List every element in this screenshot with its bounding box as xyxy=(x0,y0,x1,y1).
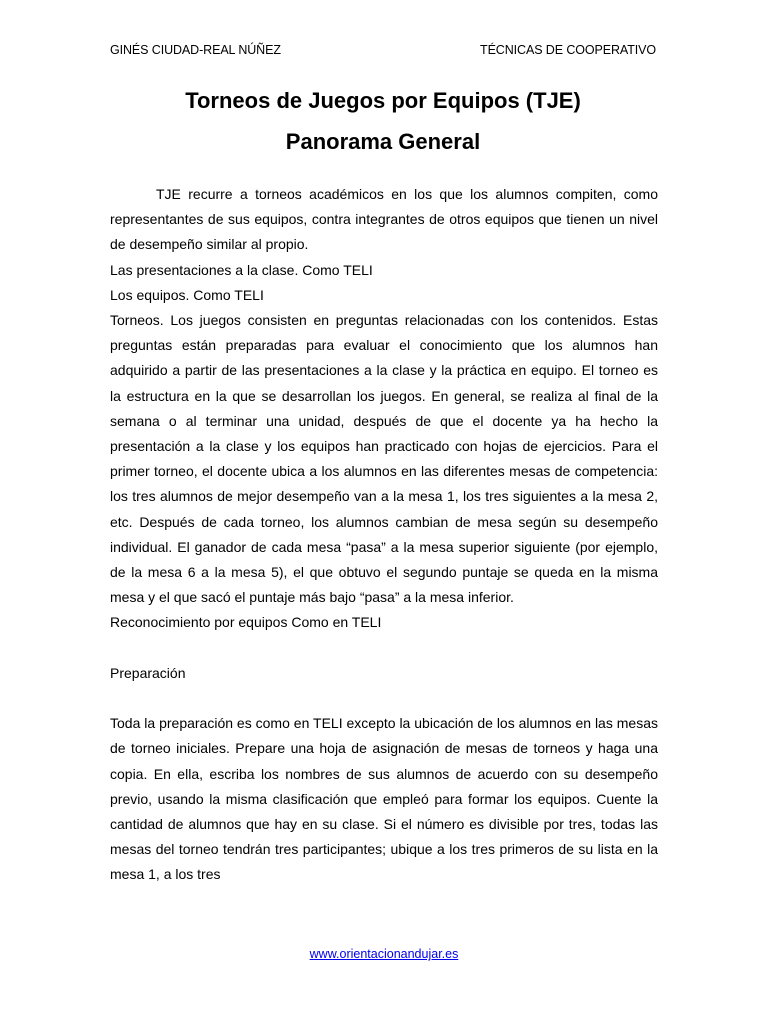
paragraph-preparacion: Toda la preparación es como en TELI excepto la ubicación de los alumnos en las mesas de torneo iniciales. Prepare una hoja de asignación de mesas de torneos y haga una copia. En ella, escriba los nombres de sus alumnos de acuerdo con su desempeño previo, usando la misma clasificación que empleó para formar los equipos. Cuente la cantidad de alumnos que hay en su clase. Si el número es divisible por tres, todas las mesas del torneo tendrán tres participantes; ubique a los tres primeros de su lista en la mesa 1, a los tres xyxy=(110,715,658,883)
header-topic: TÉCNICAS DE COOPERATIVO xyxy=(480,43,656,57)
paragraph-reconocimiento: Reconocimiento por equipos Como en TELI xyxy=(110,614,382,631)
document-subtitle: Panorama General xyxy=(285,129,481,154)
paragraph-intro: TJE recurre a torneos académicos en los que los alumnos compiten, como representantes de sus equipos, contra integrantes de otros equipos que tienen un nivel de desempeño similar al propio. xyxy=(110,186,658,253)
page-footer xyxy=(0,947,768,961)
paragraph-torneos: Torneos. Los juegos consisten en preguntas relacionadas con los contenidos. Estas preguntas están preparadas para evaluar el conocimiento que los alumnos han adquirido a partir de las presentaciones a la clase y la práctica en equipo. El torneo es la estructura en la que se desarrollan los juegos. En general, se realiza al final de la semana o al terminar una unidad, después de que el docente ya ha hecho la presentación a la clase y los equipos han practicado con hojas de ejercicios. Para el primer torneo, el docente ubica a los alumnos en las diferentes mesas de competencia: los tres alumnos de mejor desempeño van a la mesa 1, los tres siguientes a la mesa 2, etc. Después de cada torneo, los alumnos cambian de mesa según su desempeño individual. El ganador de cada mesa “pasa” a la mesa superior siguiente (por ejemplo, de la mesa 6 a la mesa 5), el que obtuvo el segundo puntaje se queda en la misma mesa y el que sacó el puntaje más bajo “pasa” a la mesa inferior. xyxy=(110,312,658,606)
paragraph-presentaciones: Las presentaciones a la clase. Como TELI xyxy=(110,261,373,278)
header-author: GINÉS CIUDAD-REAL NÚÑEZ xyxy=(110,43,281,57)
footer-website-link[interactable]: www.orientacionandujar.es xyxy=(309,947,459,961)
document-title: Torneos de Juegos por Equipos (TJE) xyxy=(185,88,581,113)
paragraph-equipos: Los equipos. Como TELI xyxy=(110,286,264,303)
section-heading-preparacion: Preparación xyxy=(110,664,186,681)
document-body xyxy=(110,182,658,888)
